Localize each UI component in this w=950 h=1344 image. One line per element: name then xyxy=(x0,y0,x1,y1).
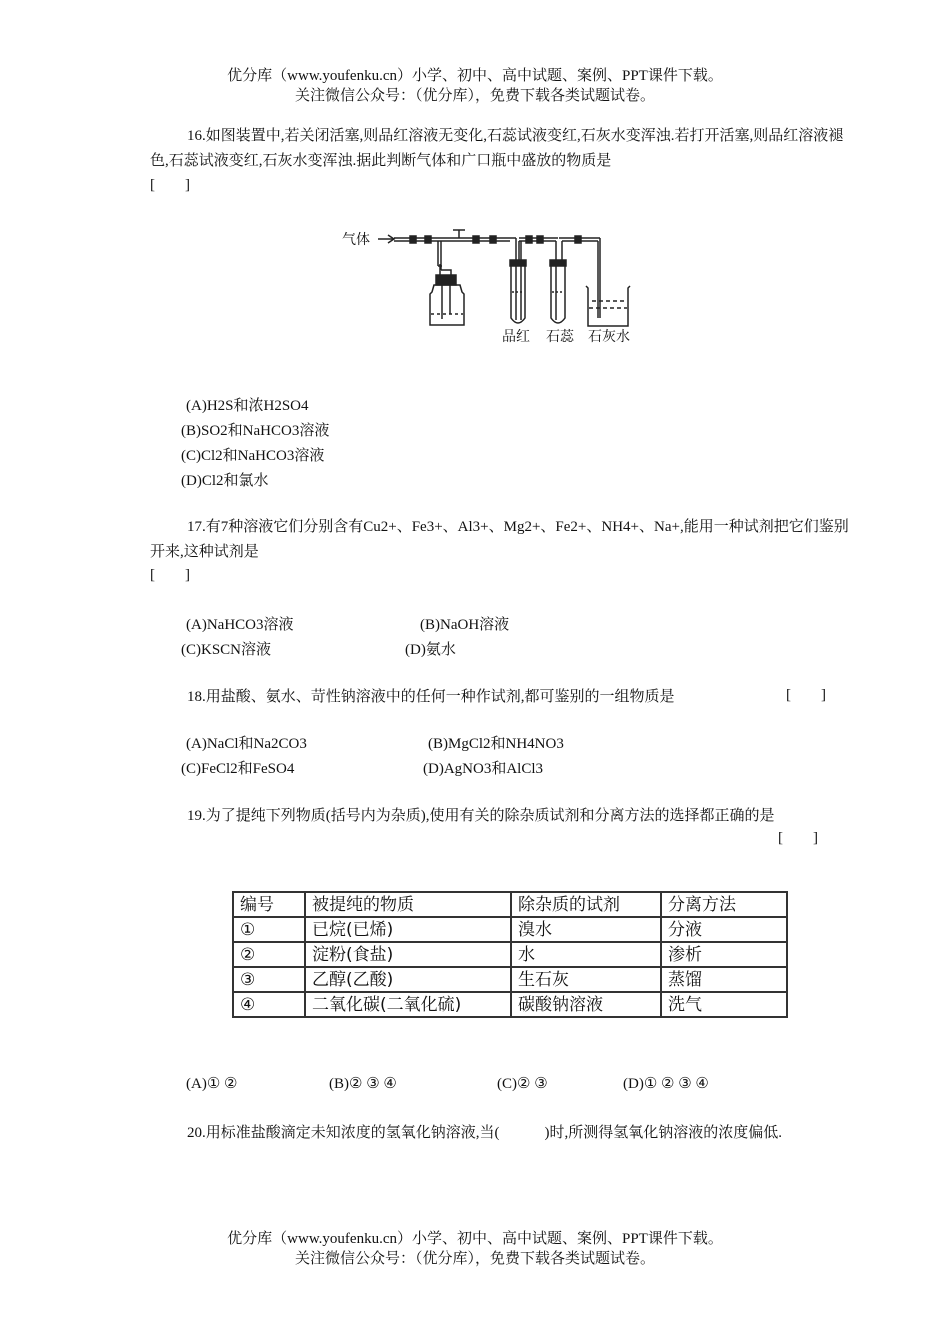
question-16-bracket: [ ] xyxy=(150,177,190,193)
table-cell: ① xyxy=(233,917,305,942)
header-line-1: 优分库（www.youfenku.cn）小学、初中、高中试题、案例、PPT课件下载。 xyxy=(227,68,723,84)
table-cell: 分液 xyxy=(661,917,787,942)
label-shirui: 石蕊 xyxy=(546,329,574,345)
q19-option-b: (B)② ③ ④ xyxy=(329,1076,397,1092)
q18-option-c: (C)FeCl2和FeSO4 xyxy=(181,761,295,777)
q19-option-c: (C)② ③ xyxy=(497,1076,548,1092)
table-cell: 水 xyxy=(511,942,661,967)
table-header-row xyxy=(233,892,787,917)
q16-option-a: (A)H2S和浓H2SO4 xyxy=(186,398,309,414)
apparatus-diagram xyxy=(330,222,640,352)
test-tube-shirui xyxy=(550,236,600,323)
table-cell: ④ xyxy=(233,992,305,1017)
table-header-cell: 被提纯的物质 xyxy=(305,892,511,917)
q17-option-a: (A)NaHCO3溶液 xyxy=(186,617,294,633)
q16-option-b: (B)SO2和NaHCO3溶液 xyxy=(181,423,330,439)
table-row xyxy=(233,917,787,942)
header-line-2: 关注微信公众号：（优分库），免费下载各类试题试卷。 xyxy=(294,88,655,104)
table-header-cell: 除杂质的试剂 xyxy=(511,892,661,917)
table-row xyxy=(233,967,787,992)
test-tube-pinhong xyxy=(510,241,526,323)
table-cell: 洗气 xyxy=(661,992,787,1017)
question-18-text: 18.用盐酸、氨水、苛性钠溶液中的任何一种作试剂,都可鉴别的一组物质是 xyxy=(187,689,675,705)
question-20-text: 20.用标准盐酸滴定未知浓度的氢氧化钠溶液,当( )时,所测得氢氧化钠溶液的浓度偏低. xyxy=(187,1125,782,1141)
table-header-cell: 编号 xyxy=(233,892,305,917)
question-17-bracket: [ ] xyxy=(150,567,190,583)
q16-option-c: (C)Cl2和NaHCO3溶液 xyxy=(181,448,325,464)
q18-option-d: (D)AgNO3和AlCl3 xyxy=(423,761,543,777)
table-header-cell: 分离方法 xyxy=(661,892,787,917)
q17-option-b: (B)NaOH溶液 xyxy=(420,617,510,633)
table-cell: 渗析 xyxy=(661,942,787,967)
table-cell: 乙醇(乙酸) xyxy=(305,967,511,992)
question-19-bracket: [ ] xyxy=(778,830,818,846)
label-gas: 气体 xyxy=(342,232,370,248)
footer-line-1: 优分库（www.youfenku.cn）小学、初中、高中试题、案例、PPT课件下载。 xyxy=(227,1231,723,1247)
label-limewater: 石灰水 xyxy=(588,329,630,345)
table-cell: 碳酸钠溶液 xyxy=(511,992,661,1017)
q19-option-d: (D)① ② ③ ④ xyxy=(623,1076,709,1092)
table-cell: 淀粉(食盐) xyxy=(305,942,511,967)
table-cell: ③ xyxy=(233,967,305,992)
q19-option-a: (A)① ② xyxy=(186,1076,238,1092)
q18-option-b: (B)MgCl2和NH4NO3 xyxy=(428,736,564,752)
question-17-text: 17.有7种溶液它们分别含有Cu2+、Fe3+、Al3+、Mg2+、Fe2+、NH4+、Na+,能用一种试剂把它们鉴别开来,这种试剂是 xyxy=(150,519,849,560)
table-cell: 蒸馏 xyxy=(661,967,787,992)
footer-line-2: 关注微信公众号：（优分库），免费下载各类试题试卷。 xyxy=(294,1251,655,1267)
question-16-text: 16.如图装置中,若关闭活塞,则品红溶液无变化,石蕊试液变红,石灰水变浑浊.若打开活塞,则品红溶液褪色,石蕊试液变红,石灰水变浑浊.据此判断气体和广口瓶中盛放的物质是 xyxy=(150,128,844,169)
q18-option-a: (A)NaCl和Na2CO3 xyxy=(186,736,307,752)
q17-option-d: (D)氨水 xyxy=(405,642,456,658)
question-19-text: 19.为了提纯下列物质(括号内为杂质),使用有关的除杂质试剂和分离方法的选择都正确的是 xyxy=(187,808,775,824)
question-18-bracket: [ ] xyxy=(786,687,826,703)
table-cell: 溴水 xyxy=(511,917,661,942)
table-row xyxy=(233,992,787,1017)
wide-mouth-bottle xyxy=(430,275,464,325)
purification-table xyxy=(232,891,788,1018)
table-cell: 已烷(已烯) xyxy=(305,917,511,942)
q16-option-d: (D)Cl2和氯水 xyxy=(181,473,269,489)
beaker-limewater xyxy=(586,238,630,326)
table-cell: ② xyxy=(233,942,305,967)
q17-option-c: (C)KSCN溶液 xyxy=(181,642,272,658)
table-cell: 二氧化碳(二氧化硫) xyxy=(305,992,511,1017)
table-row xyxy=(233,942,787,967)
label-pinhong: 品红 xyxy=(502,329,530,345)
table-cell: 生石灰 xyxy=(511,967,661,992)
